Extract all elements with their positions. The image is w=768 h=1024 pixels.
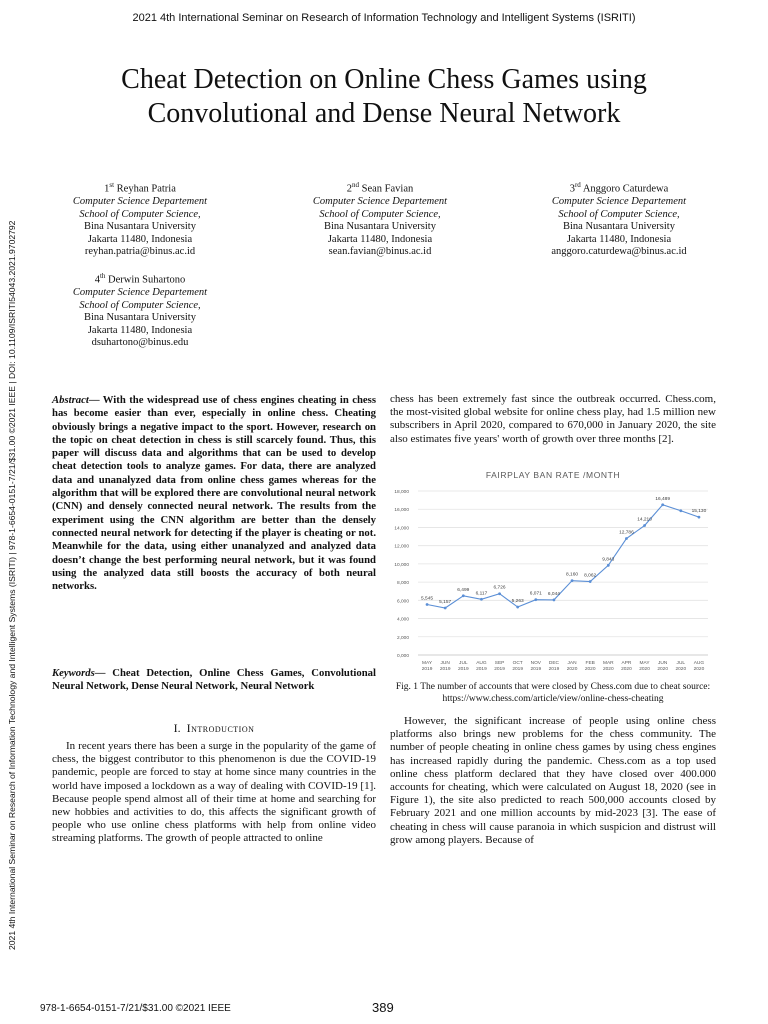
title-line-1: Cheat Detection on Online Chess Games using xyxy=(121,64,647,95)
figure-1-chart xyxy=(390,463,716,680)
abstract xyxy=(52,394,376,593)
data-label: 5,157 xyxy=(439,600,452,606)
x-tick-year: 2019 xyxy=(530,667,542,672)
x-tick-month: FEB xyxy=(585,661,595,666)
x-tick-year: 2019 xyxy=(439,667,451,672)
author-city: Jakarta 11480, Indonesia xyxy=(327,233,433,245)
author-univ: Bina Nusantara University xyxy=(84,312,196,324)
x-tick-month: SEP xyxy=(494,661,505,666)
data-label: 9,843 xyxy=(602,557,615,563)
page-number: 389 xyxy=(372,1000,394,1015)
data-label: 6,044 xyxy=(547,591,560,597)
author-school: School of Computer Science, xyxy=(79,208,201,220)
data-point xyxy=(589,580,592,583)
intro-paragraph xyxy=(52,740,376,846)
author-name: 3rd Anggoro Caturdewa xyxy=(569,181,669,195)
x-tick-year: 2020 xyxy=(566,667,578,672)
y-tick-label: 12,000 xyxy=(394,544,409,550)
keywords-label: Keywords xyxy=(52,667,95,679)
keywords-text: — Cheat Detection, Online Chess Games, Convolutional Neural Network, Dense Neural Network, Neural Network xyxy=(52,667,376,693)
conference-header: 2021 4th International Seminar on Research of Information Technology and Intelligent Systems (ISRITI) xyxy=(132,12,636,24)
data-point xyxy=(553,599,556,602)
data-label: 8,062 xyxy=(584,573,597,579)
x-tick-month: JUL xyxy=(459,661,468,666)
x-tick-month: MAR xyxy=(602,661,614,666)
data-label: 16,489 xyxy=(655,496,671,502)
x-tick-month: OCT xyxy=(512,661,523,666)
author-univ: Bina Nusantara University xyxy=(84,221,196,233)
data-label: 6,117 xyxy=(475,591,488,597)
right-top-text: chess has been extremely fast since the outbreak occurred. Chess.com, the most-visited global website for online chess play, had 1.5 million new subscribers in April 2020, compared to 670,000 in January 2020, the site also estimates five years' worth of growth over three months [2]. xyxy=(390,393,716,445)
author-dept: Computer Science Departement xyxy=(551,196,687,208)
y-tick-label: 8,000 xyxy=(396,581,409,587)
right-paragraph-bottom xyxy=(390,715,716,847)
data-point xyxy=(444,607,447,610)
data-label: 5,545 xyxy=(421,596,434,602)
x-tick-year: 2020 xyxy=(675,667,687,672)
author-dept: Computer Science Departement xyxy=(72,196,208,208)
x-tick-year: 2019 xyxy=(494,667,505,672)
section-heading xyxy=(52,721,376,736)
data-label: 6,499 xyxy=(457,587,470,593)
x-tick-month: JAN xyxy=(567,661,577,666)
paper-title xyxy=(60,63,708,131)
y-tick-label: 14,000 xyxy=(394,526,409,532)
data-point xyxy=(534,598,537,601)
data-point xyxy=(426,603,429,606)
data-point xyxy=(516,606,519,609)
author-email[interactable]: sean.favian@binus.ac.id xyxy=(328,246,432,258)
title-line-2: Convolutional and Dense Neural Network xyxy=(147,98,621,129)
author-name: 1st Reyhan Patria xyxy=(104,181,176,195)
author-city: Jakarta 11480, Indonesia xyxy=(566,233,672,245)
author-block-3 xyxy=(519,179,719,259)
x-tick-month: MAY xyxy=(639,661,650,666)
data-label: 12,786 xyxy=(619,530,634,536)
section-title: Introduction xyxy=(186,721,255,735)
x-tick-year: 2020 xyxy=(657,667,669,672)
author-email[interactable]: anggoro.caturdewa@binus.ac.id xyxy=(551,246,687,258)
x-tick-month: APR xyxy=(621,661,632,666)
author-name: 2nd Sean Favian xyxy=(346,181,414,195)
section-number: I. xyxy=(173,721,181,735)
author-email[interactable]: reyhan.patria@binus.ac.id xyxy=(84,246,196,258)
author-city: Jakarta 11480, Indonesia xyxy=(87,233,193,245)
x-tick-month: JUN xyxy=(658,661,668,666)
x-tick-year: 2020 xyxy=(602,667,614,672)
author-school: School of Computer Science, xyxy=(558,208,680,220)
data-point xyxy=(462,594,465,597)
chart-svg xyxy=(390,463,716,680)
y-tick-label: 2,000 xyxy=(396,635,409,641)
x-tick-year: 2020 xyxy=(584,667,596,672)
data-label: 6,726 xyxy=(493,585,506,591)
data-point xyxy=(661,503,664,506)
author-school: School of Computer Science, xyxy=(319,208,441,220)
data-point xyxy=(698,516,701,519)
footer-copyright: 978-1-6654-0151-7/21/$31.00 ©2021 IEEE xyxy=(40,1003,231,1014)
right-bottom-text: However, the significant increase of people using online chess platforms also brings new problems for the chess community. The number of people cheating in online chess games by using chess engines has increased rapidly during the pandemic. Chess.com as a top used online chess platform declared that they have closed over 400.000 accounts for cheating, which were calculated on August 18, 2020 (see in Figure 1), the site also predicted to reach 500,000 accounts closed by February 2021 and one million accounts by mid-2023 [3]. The ease of cheating in chess will cause paranoia in which suspicion and distrust will grow among players. Because of xyxy=(390,715,716,846)
keywords xyxy=(52,667,376,694)
data-point xyxy=(679,509,682,512)
author-block-2 xyxy=(280,179,480,259)
author-email[interactable]: dsuhartono@binus.edu xyxy=(91,337,189,349)
abstract-label: Abstract xyxy=(52,394,89,406)
x-tick-year: 2019 xyxy=(512,667,524,672)
x-tick-year: 2020 xyxy=(693,667,705,672)
data-point xyxy=(480,598,483,601)
author-city: Jakarta 11480, Indonesia xyxy=(87,324,193,336)
y-tick-label: 0,000 xyxy=(396,654,409,659)
right-paragraph-top xyxy=(390,393,716,446)
x-tick-month: DEC xyxy=(548,661,560,666)
data-point xyxy=(643,524,646,527)
x-tick-year: 2019 xyxy=(421,667,433,672)
data-label: 8,160 xyxy=(566,572,579,578)
y-tick-label: 18,000 xyxy=(394,490,409,495)
data-label: 14,210 xyxy=(637,517,652,523)
y-tick-label: 4,000 xyxy=(396,617,409,623)
chart-title: FAIRPLAY BAN RATE /MONTH xyxy=(485,470,621,480)
author-block-1 xyxy=(40,179,240,259)
author-school: School of Computer Science, xyxy=(79,299,201,311)
author-name: 4th Derwin Suhartono xyxy=(94,272,186,286)
data-point xyxy=(607,564,610,567)
data-label: 5,263 xyxy=(511,599,524,605)
data-label: 6,071 xyxy=(529,591,542,597)
author-dept: Computer Science Departement xyxy=(312,196,448,208)
data-label: 15,130 xyxy=(691,509,707,515)
x-tick-year: 2019 xyxy=(476,667,487,672)
author-univ: Bina Nusantara University xyxy=(324,221,436,233)
figure-caption: Fig. 1 The number of accounts that were closed by Chess.com due to cheat source: https://www.chess.com/article/view/online-chess-cheating xyxy=(395,682,711,704)
x-tick-year: 2020 xyxy=(621,667,632,672)
y-tick-label: 16,000 xyxy=(394,508,409,514)
intro-text: In recent years there has been a surge in the popularity of the game of chess, the biggest contributor to this phenomenon is due the COVID-19 pandemic, people are forced to stay at home since many countries in the world have imposed a lockdown as a way of dealing with COVID-19 [1]. Because people spend almost all of their time at home and searching for new hobbies and activities to do, this affects the significant growth of people who use online chess platforms with help from online video streaming platforms. The growth of people attracted to online xyxy=(52,740,376,845)
x-tick-year: 2019 xyxy=(548,667,560,672)
author-block-4 xyxy=(40,270,240,350)
data-point xyxy=(498,592,501,595)
author-dept: Computer Science Departement xyxy=(72,287,208,299)
data-point xyxy=(571,579,574,582)
author-univ: Bina Nusantara University xyxy=(563,221,675,233)
x-tick-year: 2020 xyxy=(639,667,650,672)
x-tick-month: AUG xyxy=(476,661,487,666)
x-tick-month: AUG xyxy=(693,661,705,666)
x-tick-month: NOV xyxy=(530,661,542,666)
x-tick-month: JUL xyxy=(676,661,686,666)
abstract-text: — With the widespread use of chess engines cheating in chess has become easier than ever, especially in online chess. Cheating obviously brings a negative impact to the sport. However, research on the topic on cheat detection in chess is still scarcely found. Thus, this paper will discuss data and algorithms that can be used to develop cheat detection tools to analyze games. For data, there are analyzed data and unanalyzed data from online chess games whereas for the algorithm that will be explored there are convolutional neural network (CNN) and densely connected neural network. The results from the experiment using the CNN algorithm are better than the densely connected neural network for detecting if the player is cheating or not. Meanwhile for the data, using either unanalyzed and analyzed data doesn’t change the best performing neural network, but it was found using the analyzed data still boosts the accuracy of both neural networks. xyxy=(52,394,376,593)
side-citation: 2021 4th International Seminar on Research of Information Technology and Intelligent Systems (ISRITI) | 978-1-6654-0151-7/21/$31.00 ©2021 IEEE | DOI: 10.1109/ISRITI54043.2021.9702792 xyxy=(7,220,17,950)
y-tick-label: 10,000 xyxy=(394,562,409,568)
x-tick-year: 2019 xyxy=(457,667,469,672)
y-tick-label: 6,000 xyxy=(396,599,409,605)
x-tick-month: MAY xyxy=(422,661,433,666)
data-point xyxy=(625,537,628,540)
x-tick-month: JUN xyxy=(440,661,450,666)
